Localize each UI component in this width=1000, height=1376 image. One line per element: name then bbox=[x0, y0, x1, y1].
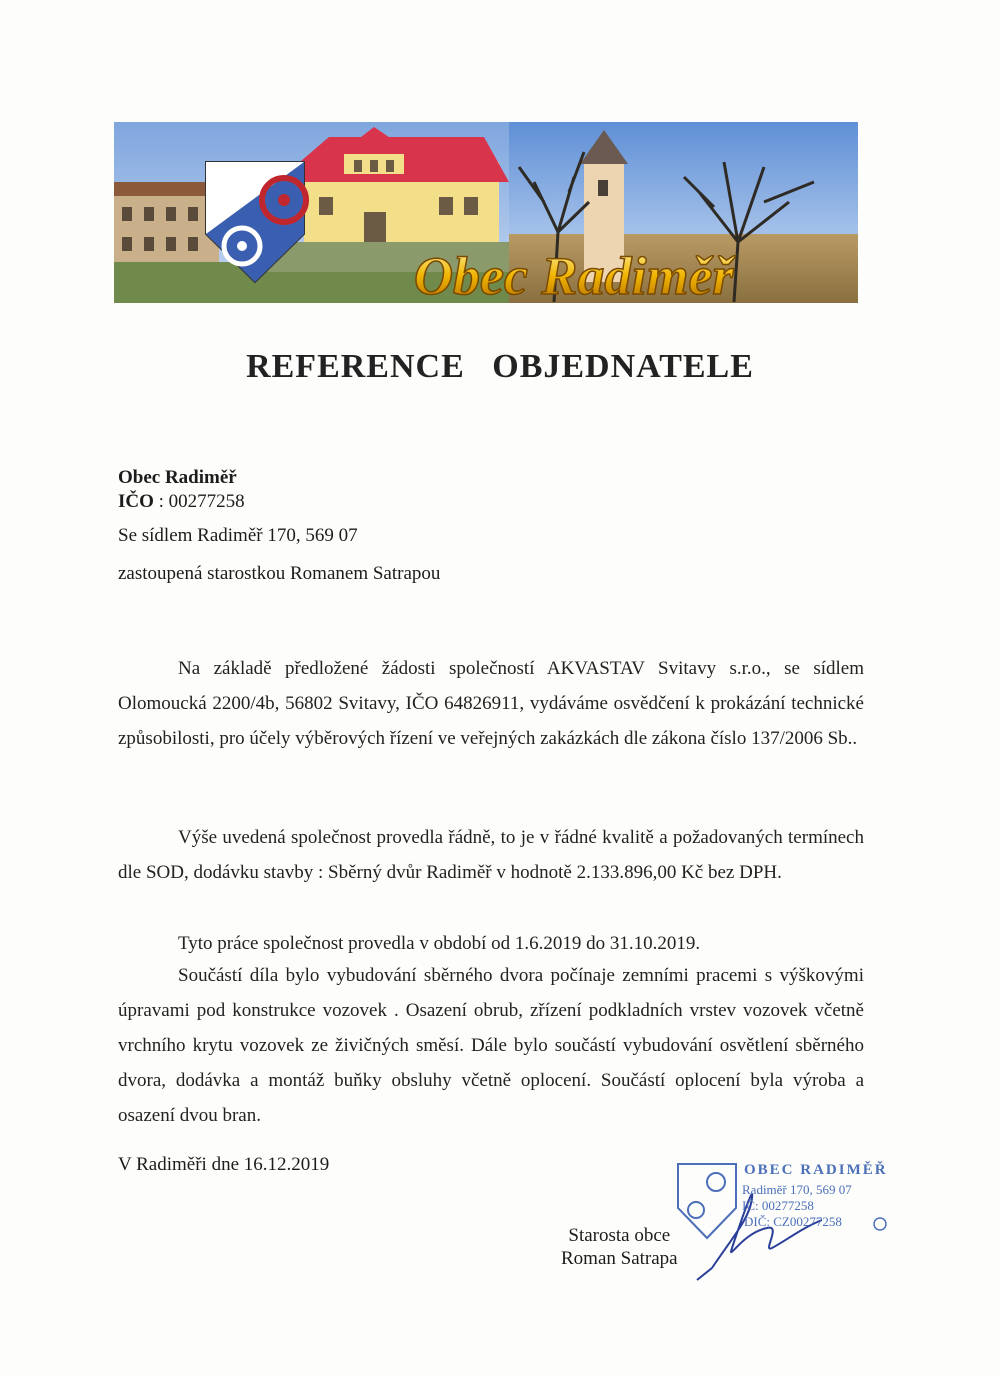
banner-photo-collage bbox=[114, 122, 858, 303]
banner-title: Obec Radiměř bbox=[414, 246, 734, 303]
stamp-line-3: IČ: 00277258 bbox=[742, 1198, 814, 1213]
recipient-ico bbox=[118, 490, 440, 514]
signatory-name: Roman Satrapa bbox=[561, 1248, 678, 1269]
recipient-block bbox=[118, 466, 440, 586]
stamp-line-1: OBEC RADIMĚŘ bbox=[744, 1162, 888, 1178]
paragraph-2: Výše uvedená společnost provedla řádně, to je v řádné kvalitě a požadovaných termínech dle SOD, dodávku stavby : Sběrný dvůr Radiměř v hodnotě 2.133.896,00 Kč bez DPH. bbox=[118, 827, 864, 883]
recipient-representative: zastoupená starostkou Romanem Satrapou bbox=[118, 563, 441, 584]
recipient-address: Se sídlem Radiměř 170, 569 07 bbox=[118, 525, 358, 546]
ico-value: : 00277258 bbox=[153, 491, 245, 512]
signature-block bbox=[561, 1224, 678, 1270]
stamp-line-2: Radiměř 170, 569 07 bbox=[742, 1182, 852, 1197]
stamp-line-4: DIČ: CZ00277258 bbox=[744, 1214, 842, 1229]
recipient-name: Obec Radiměř bbox=[118, 467, 237, 488]
paragraph-3: Tyto práce společnost provedla v období od 1.6.2019 do 31.10.2019. bbox=[178, 933, 701, 954]
paragraph-4: Součástí díla bylo vybudování sběrného dvora počínaje zemními pracemi s výškovými úpravami pod konstrukce vozovek . Osazení obrub, zřízení podkladních vrstev vozovek včetně vrchního krytu vozovek ze živičných směsí. Dále bylo součástí vybudování osvětlení sběrného dvora, dodávka a montáž buňky obsluhy včetně oplocení. Součástí oplocení byla výroba a osazení dvou bran. bbox=[118, 965, 864, 1126]
ico-label: IČO bbox=[118, 491, 154, 512]
paragraph-1: Na základě předložené žádosti společností AKVASTAV Svitavy s.r.o., se sídlem Olomoucká 2200/4b, 56802 Svitavy, IČO 64826911, vydáváme osvědčení k prokázání technické způsobilosti, pro účely výběrových řízení ve veřejných zakázkách dle zákona číslo 137/2006 Sb.. bbox=[118, 658, 864, 749]
header-banner bbox=[114, 122, 858, 303]
place-date: V Radiměři dne 16.12.2019 bbox=[118, 1154, 330, 1175]
official-stamp bbox=[672, 1158, 894, 1286]
signatory-role: Starosta obce bbox=[568, 1225, 671, 1246]
document-title: REFERENCE OBJEDNATELE bbox=[246, 348, 754, 385]
